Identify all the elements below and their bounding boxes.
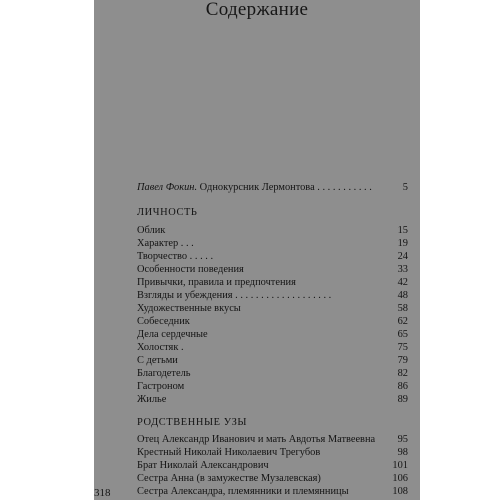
entry-page-number: 75 — [397, 342, 408, 353]
entry-label: Гастроном — [137, 381, 185, 392]
entry-label: С детьми — [137, 355, 178, 366]
entry-page-number: 62 — [397, 316, 408, 327]
entry-page-number: 48 — [397, 290, 408, 301]
toc-entry — [137, 472, 408, 486]
entry-label: Облик — [137, 225, 166, 236]
entry-page-number: 106 — [392, 473, 408, 484]
entry-page-number: 79 — [397, 355, 408, 366]
entry-label: Дела сердечные — [137, 329, 208, 340]
toc-entry — [137, 263, 408, 277]
entry-label: Холостяк . — [137, 342, 184, 353]
toc-entry — [137, 354, 408, 368]
entry-label: Отец Александр Иванович и мать Авдотья Матвеевна — [137, 434, 376, 445]
entry-page-number: 95 — [397, 434, 408, 445]
entry-label: Взгляды и убеждения . . . . . . . . . . . . . . . . . . . — [137, 290, 332, 301]
entry-page-number: 101 — [392, 460, 408, 471]
toc-entry — [137, 302, 408, 316]
entry-page-number: 19 — [397, 238, 408, 249]
toc-entry — [137, 341, 408, 355]
entry-page-number: 24 — [397, 251, 408, 262]
page-title: Содержание — [205, 0, 309, 20]
toc-entry — [137, 485, 408, 499]
entry-page-number: 108 — [392, 486, 408, 497]
section-heading-rodstvennye-uzy: РОДСТВЕННЫЕ УЗЫ — [137, 417, 248, 428]
toc-entry — [137, 459, 408, 473]
entry-page-number: 98 — [397, 447, 408, 458]
toc-entry-intro — [137, 181, 408, 195]
toc-entry — [137, 237, 408, 251]
entry-label — [137, 181, 372, 195]
entry-label: Характер . . . — [137, 238, 194, 249]
toc-entry — [137, 433, 408, 447]
entry-label: Творчество . . . . . — [137, 251, 214, 262]
toc-entry — [137, 224, 408, 238]
intro-text: Однокурсник Лермонтова . . . . . . . . . . . — [197, 182, 372, 193]
entry-label: Художественные вкусы — [137, 303, 241, 314]
entry-label: Привычки, правила и предпочтения — [137, 277, 296, 288]
toc-entry — [137, 446, 408, 460]
toc-entry — [137, 276, 408, 290]
entry-page-number: 65 — [397, 329, 408, 340]
toc-entry — [137, 367, 408, 381]
entry-page-number: 82 — [397, 368, 408, 379]
toc-entry — [137, 380, 408, 394]
entry-label: Особенности поведения — [137, 264, 244, 275]
entry-page-number: 33 — [397, 264, 408, 275]
toc-entry — [137, 250, 408, 264]
toc-entry — [137, 315, 408, 329]
entry-label: Собеседник — [137, 316, 190, 327]
entry-page-number: 42 — [397, 277, 408, 288]
toc-page — [94, 0, 420, 500]
entry-page-number: 5 — [402, 182, 408, 193]
section-heading-lichnost: ЛИЧНОСТЬ — [137, 207, 198, 218]
entry-page-number: 89 — [397, 394, 408, 405]
entry-page-number: 15 — [397, 225, 408, 236]
entry-label: Благодетель — [137, 368, 191, 379]
entry-label: Брат Николай Александрович — [137, 460, 269, 471]
entry-page-number: 86 — [397, 381, 408, 392]
intro-author: Павел Фокин. — [137, 182, 198, 193]
entry-label: Сестра Александра, племянники и племянницы — [137, 486, 349, 497]
toc-entry — [137, 328, 408, 342]
entry-label: Крестный Николай Николаевич Трегубов — [137, 447, 321, 458]
entry-label: Сестра Анна (в замужестве Музалевская) — [137, 473, 321, 484]
toc-entry — [137, 289, 408, 303]
page-number: 318 — [94, 487, 111, 499]
toc-entry — [137, 393, 408, 407]
entry-page-number: 58 — [397, 303, 408, 314]
entry-label: Жилье — [137, 394, 167, 405]
